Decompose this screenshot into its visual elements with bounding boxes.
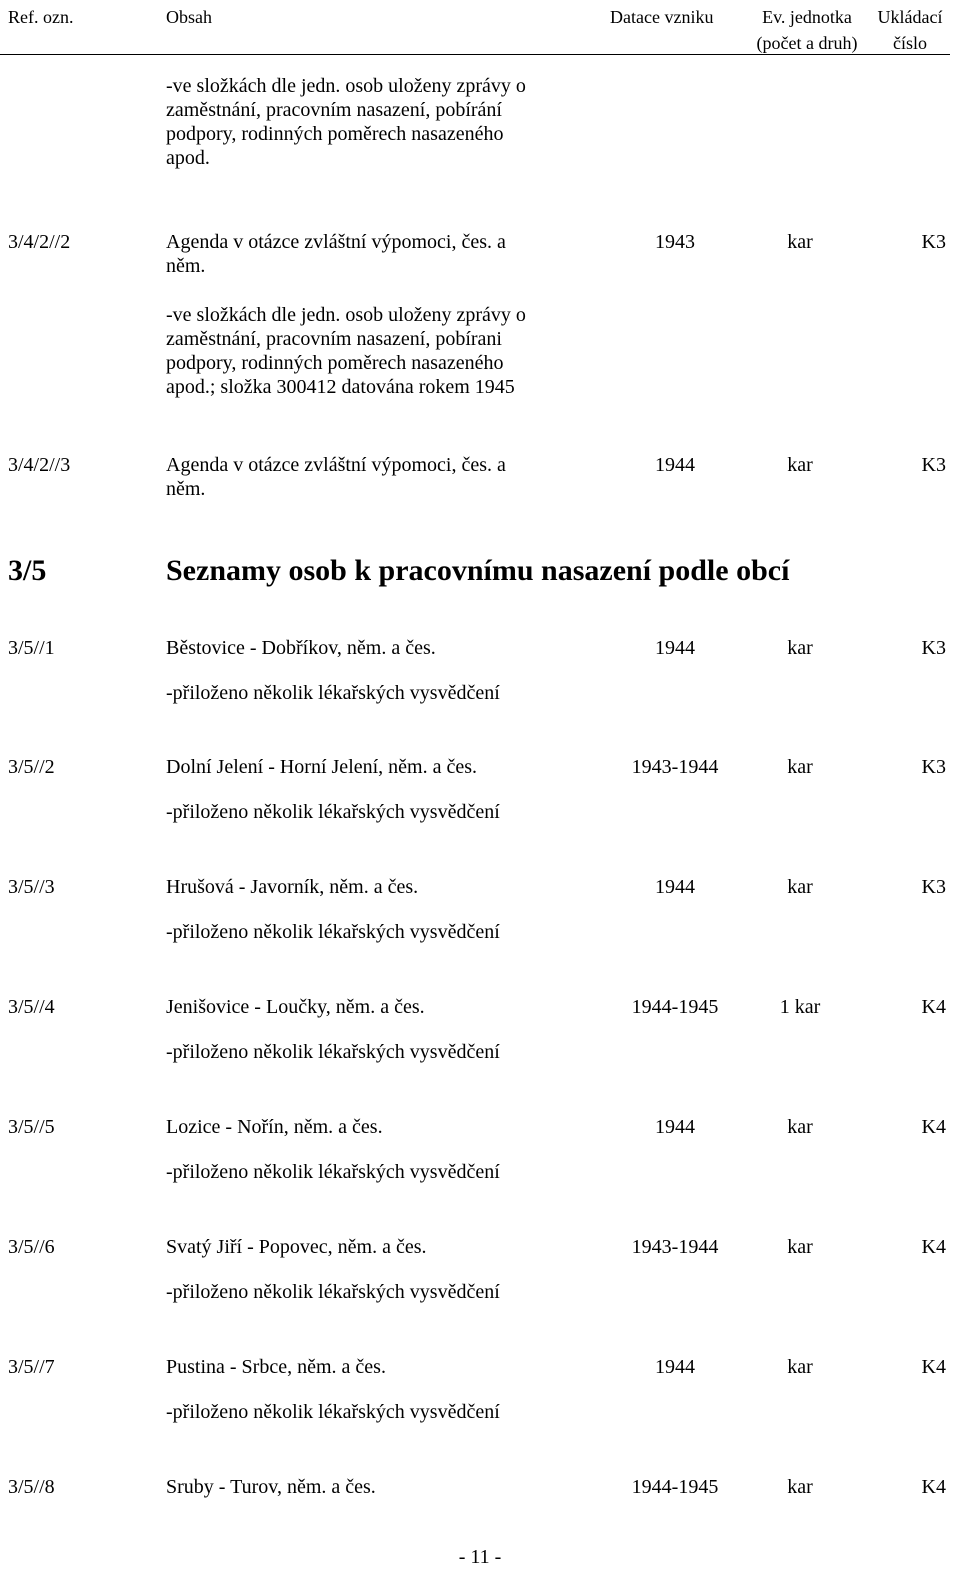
note-line: apod.; složka 300412 datována rokem 1945 [166,376,515,398]
note-line: -ve složkách dle jedn. osob uloženy zprávy o [166,75,526,97]
entry-ref: 3/5//8 [8,1476,55,1498]
entry-ref: 3/4/2//3 [8,454,71,476]
entry-ev: kar [787,1116,813,1138]
entry-ref: 3/5//5 [8,1116,55,1138]
entry-ref: 3/5//2 [8,756,55,778]
entry-datace: 1944 [655,454,695,476]
entry-datace: 1943 [655,231,695,253]
entry-datace: 1944 [655,1116,695,1138]
note-line: zaměstnání, pracovním nasazení, pobírání [166,99,502,121]
header-ukl-line2: číslo [893,33,927,53]
page-number: - 11 - [458,1546,502,1568]
entry-ukl: K4 [921,1116,946,1138]
entry-datace: 1944 [655,876,695,898]
entry-ukl: K4 [921,1476,946,1498]
entry-row [0,1235,960,1285]
entry-ref: 3/5//4 [8,996,55,1018]
entry-obsah [166,453,586,501]
entry-datace: 1944 [655,637,695,659]
entry-obsah [166,230,586,278]
entry-datace: 1944-1945 [631,1476,719,1498]
entry-sub-note: -přiloženo několik lékařských vysvědčení [166,1041,500,1063]
entry-row [0,755,960,805]
header-ev-line2: (počet a druh) [756,33,858,53]
entry-ev: kar [787,1476,813,1498]
entry-datace: 1943-1944 [631,1236,719,1258]
entry-ukl: K4 [921,1236,946,1258]
entry-sub-note: -přiloženo několik lékařských vysvědčení [166,1401,500,1423]
entry-row [0,995,960,1045]
entry-ev: kar [787,231,813,253]
note-line: podpory, rodinných poměrech nasazeného [166,123,504,145]
entry-obsah: Běstovice - Dobříkov, něm. a čes. [166,637,436,659]
entry-ref: 3/4/2//2 [8,231,71,253]
header-ev-line1: Ev. jednotka [762,7,852,27]
entry-ev: kar [787,876,813,898]
entry-ukl: K3 [921,876,946,898]
entry-ukl: K4 [921,996,946,1018]
entry-ukl: K3 [921,756,946,778]
entry-sub-note: -přiloženo několik lékařských vysvědčení [166,1281,500,1303]
entry-row [0,1115,960,1165]
header-ukl-line1: Ukládací [877,7,943,27]
entry-row [0,1355,960,1405]
entry-ev: kar [787,637,813,659]
entry-ukl: K3 [921,637,946,659]
entry-sub-note: -přiloženo několik lékařských vysvědčení [166,801,500,823]
entry-ukl: K3 [921,454,946,476]
entry-datace: 1943-1944 [631,756,719,778]
entry-ref: 3/5//7 [8,1356,55,1378]
entry-row [0,1475,960,1525]
entry-sub-note: -přiloženo několik lékařských vysvědčení [166,682,500,704]
note-line: zaměstnání, pracovním nasazení, pobírani [166,328,502,350]
entry-obsah: Hrušová - Javorník, něm. a čes. [166,876,419,898]
obsah-line: něm. [166,255,206,277]
entry-sub-note: -přiloženo několik lékařských vysvědčení [166,921,500,943]
section-heading [0,553,960,593]
entry-obsah: Pustina - Srbce, něm. a čes. [166,1356,386,1378]
note-line: apod. [166,147,210,169]
entry-datace: 1944-1945 [631,996,719,1018]
section-number: 3/5 [8,554,47,587]
header-datace: Datace vzniku [610,7,714,27]
entry-ev: kar [787,1356,813,1378]
entry-obsah: Svatý Jiří - Popovec, něm. a čes. [166,1236,427,1258]
header-ev-jednotka [748,4,866,54]
header-ukladaci [866,4,954,54]
obsah-line: Agenda v otázce zvláštní výpomoci, čes. a [166,454,506,476]
entry-datace: 1944 [655,1356,695,1378]
entry-ukl: K3 [921,231,946,253]
entry-ev: kar [787,1236,813,1258]
section-title: Seznamy osob k pracovnímu nasazení podle obcí [166,554,790,587]
entry-row [0,230,960,280]
obsah-line: něm. [166,478,206,500]
entry-obsah: Jenišovice - Loučky, něm. a čes. [166,996,425,1018]
entry-row [0,453,960,503]
entry-obsah: Dolní Jelení - Horní Jelení, něm. a čes. [166,756,478,778]
entry-row [0,875,960,925]
entry-row [0,636,960,686]
entry-sub-note: -přiloženo několik lékařských vysvědčení [166,1161,500,1183]
entry-ukl: K4 [921,1356,946,1378]
note-line: -ve složkách dle jedn. osob uloženy zprávy o [166,304,526,326]
entry-obsah: Sruby - Turov, něm. a čes. [166,1476,376,1498]
entry-ref: 3/5//6 [8,1236,55,1258]
entry-ev: 1 kar [779,996,821,1018]
note-line: podpory, rodinných poměrech nasazeného [166,352,504,374]
header-ref: Ref. ozn. [8,7,74,27]
entry-ref: 3/5//3 [8,876,55,898]
continued-note [166,74,606,170]
header-separator [0,54,950,56]
entry-obsah: Lozice - Nořín, něm. a čes. [166,1116,383,1138]
entry-note [166,303,606,399]
obsah-line: Agenda v otázce zvláštní výpomoci, čes. a [166,231,506,253]
header-obsah: Obsah [166,7,212,27]
entry-ev: kar [787,756,813,778]
entry-ev: kar [787,454,813,476]
entry-ref: 3/5//1 [8,637,55,659]
